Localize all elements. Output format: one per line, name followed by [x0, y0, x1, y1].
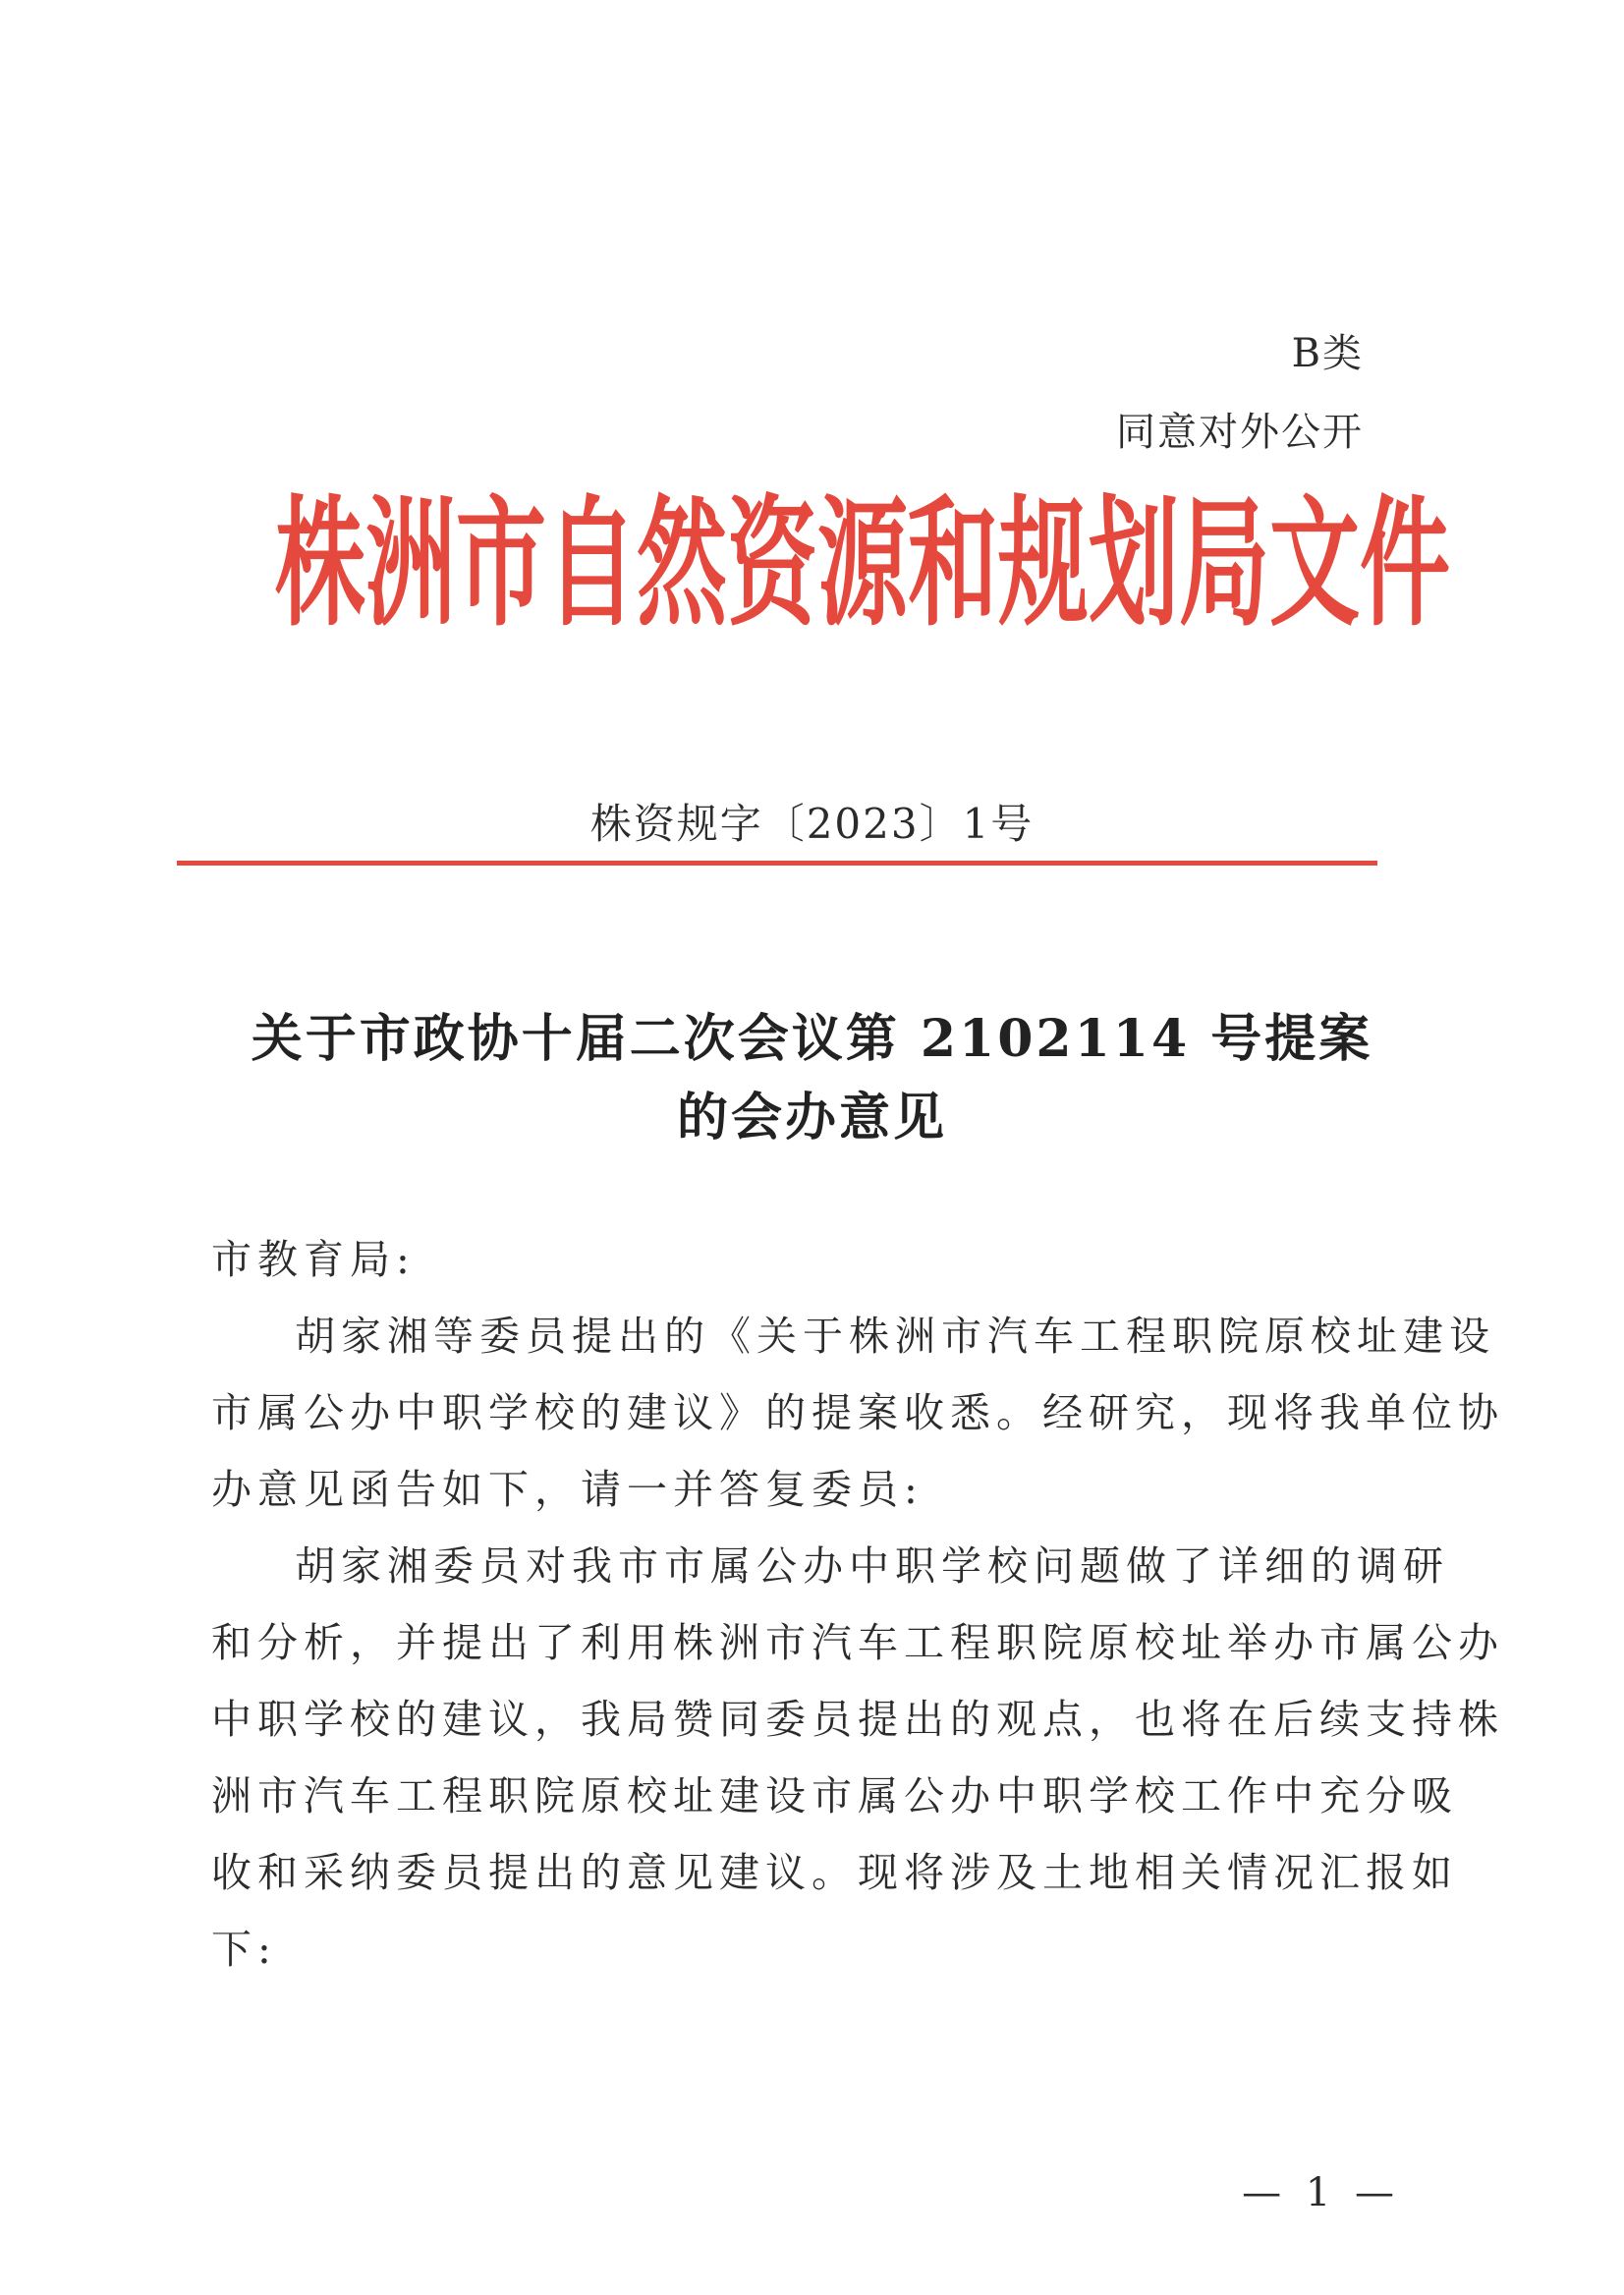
- document-title-line-1: 关于市政协十届二次会议第 2102114 号提案: [251, 1009, 1373, 1069]
- document-number: 株资规字〔2023〕1号: [589, 800, 1035, 848]
- recipient: 市教育局:: [211, 1236, 416, 1283]
- paragraph-line: 市属公办中职学校的建议》的提案收悉。经研究，现将我单位协: [211, 1389, 1504, 1436]
- paragraph-line: 和分析，并提出了利用株洲市汽车工程职院原校址举办市属公办: [211, 1619, 1504, 1666]
- red-divider-line: [177, 861, 1377, 866]
- document-title-line-2: 的会办意见: [676, 1088, 947, 1148]
- page-number: — 1 —: [1242, 2170, 1400, 2215]
- paragraph-line: 下:: [211, 1926, 277, 1973]
- paragraph-line: 中职学校的建议，我局赞同委员提出的观点，也将在后续支持株: [211, 1696, 1504, 1743]
- paragraph-line: 办意见函告如下，请一并答复委员:: [211, 1466, 924, 1513]
- paragraph-line: 洲市汽车工程职院原校址建设市属公办中职学校工作中充分吸: [211, 1772, 1458, 1819]
- paragraph-line: 收和采纳委员提出的意见建议。现将涉及土地相关情况汇报如: [211, 1849, 1458, 1896]
- issuer-masthead: 株洲市自然资源和规划局文件: [275, 482, 1451, 646]
- paragraph-line: 胡家湘等委员提出的《关于株洲市汽车工程职院原校址建设: [295, 1313, 1495, 1360]
- disclosure-label: 同意对外公开: [1116, 410, 1364, 455]
- classification-label: B类: [1291, 331, 1364, 376]
- paragraph-line: 胡家湘委员对我市市属公办中职学校问题做了详细的调研: [295, 1542, 1449, 1590]
